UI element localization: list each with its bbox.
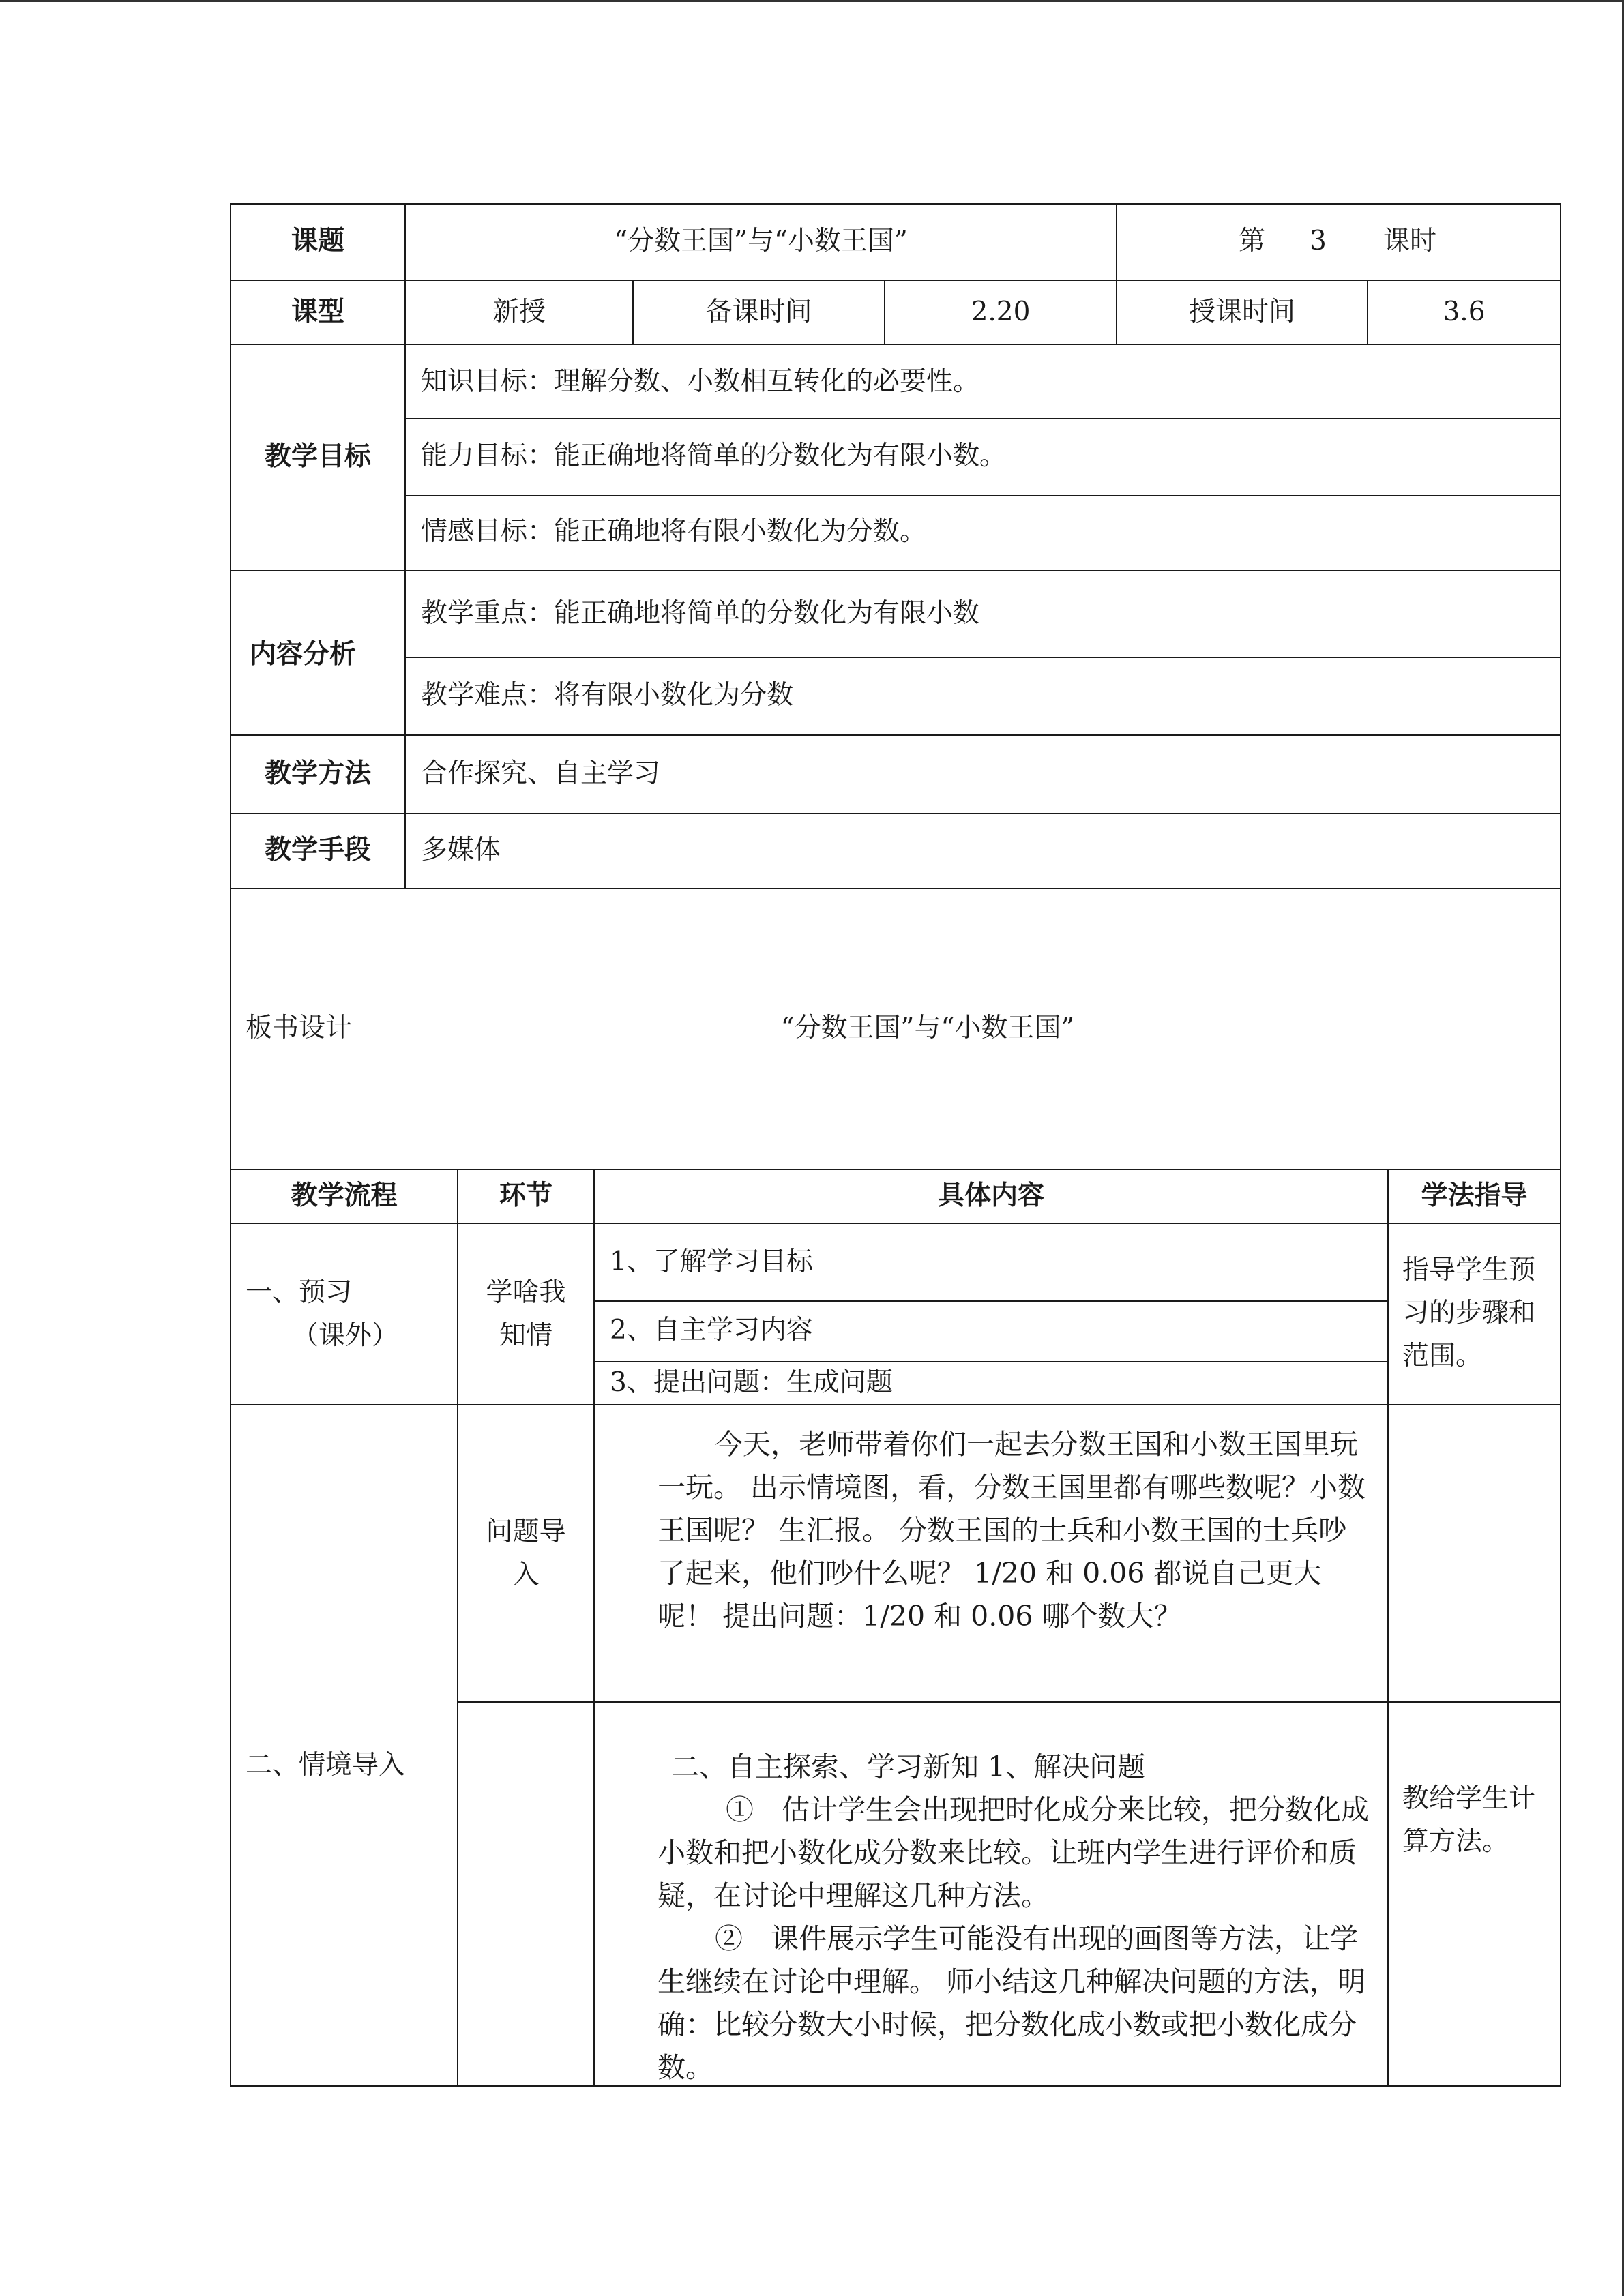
rule bbox=[230, 570, 1561, 571]
teach-time-value: 3.6 bbox=[1443, 297, 1486, 327]
prep-time-value: 2.20 bbox=[971, 297, 1031, 327]
session-suffix: 课时 bbox=[1383, 226, 1437, 256]
flow-header-guide: 学法指导 bbox=[1421, 1180, 1528, 1211]
preview-stage-line2: （课外） bbox=[292, 1320, 399, 1351]
situation-intro-text: 今天，老师带着你们一起去分数王国和小数王国里玩一玩。 出示情境图，看，分数王国里都有哪些数呢？小数王国呢？ 生汇报。 分数王国的士兵和小数王国的士兵吵了起来，他们吵什么呢？ 1/20 和 0.06 都说自己更大呢！ 提出问题：1/20 和 0.06 哪个数大？ bbox=[658, 1428, 1366, 1632]
flow-header-content: 具体内容 bbox=[937, 1180, 1044, 1211]
key-point: 教学重点：能正确地将简单的分数化为有限小数 bbox=[421, 598, 980, 629]
preview-link-line2: 知情 bbox=[499, 1320, 552, 1351]
rule bbox=[230, 813, 1561, 814]
rule bbox=[404, 495, 1561, 496]
explore-title: 二、自主探索、学习新知 1、解决问题 bbox=[671, 1750, 1146, 1783]
situation-stage: 二、情境导入 bbox=[246, 1750, 406, 1780]
preview-content-2: 2、自主学习内容 bbox=[610, 1315, 813, 1345]
rule bbox=[404, 657, 1561, 658]
rule bbox=[404, 418, 1561, 419]
rule bbox=[593, 1361, 1387, 1362]
rule bbox=[230, 734, 1561, 736]
preview-guide-line1: 指导学生预 bbox=[1402, 1255, 1536, 1285]
type-label: 课型 bbox=[291, 297, 344, 327]
goal-knowledge: 知识目标：理解分数、小数相互转化的必要性。 bbox=[421, 366, 980, 397]
rule-v bbox=[593, 1169, 595, 2087]
rule bbox=[230, 1404, 1561, 1405]
goals-label: 教学目标 bbox=[264, 441, 371, 472]
rule bbox=[230, 1223, 1561, 1224]
prep-time-label: 备课时间 bbox=[705, 297, 812, 327]
goal-emotion: 情感目标：能正确地将有限小数化为分数。 bbox=[421, 516, 927, 547]
teach-time-label: 授课时间 bbox=[1188, 297, 1295, 327]
explore-item-1: ① 估计学生会出现把时化成分来比较，把分数化成小数和把小数化成分数来比较。让班内学生进行评价和质疑，在讨论中理解这几种方法。 bbox=[658, 1793, 1369, 1912]
rule-top bbox=[230, 203, 1561, 205]
board-title: “分数王国”与“小数王国” bbox=[780, 1013, 1075, 1043]
rule bbox=[230, 280, 1561, 281]
rule bbox=[230, 344, 1561, 345]
situation-link-line1: 问题导 bbox=[486, 1517, 566, 1547]
session-number: 3 bbox=[1310, 226, 1327, 256]
situation-guide-line2: 算方法。 bbox=[1402, 1826, 1509, 1857]
difficulty: 教学难点：将有限小数化为分数 bbox=[421, 680, 794, 711]
method-label: 教学方法 bbox=[264, 758, 371, 789]
table-border-left bbox=[230, 203, 231, 2087]
situation-link-line2: 入 bbox=[512, 1560, 540, 1590]
rule bbox=[593, 1300, 1387, 1302]
rule bbox=[230, 888, 1561, 889]
explore-item-2: ② 课件展示学生可能没有出现的画图等方法，让学生继续在讨论中理解。 师小结这几种解决问题的方法，明确：比较分数大小时候，把分数化成小数或把小数化成分数。 bbox=[658, 1922, 1366, 2084]
situation-intro bbox=[658, 1423, 1374, 1638]
topic-label: 课题 bbox=[291, 226, 344, 256]
topic-value: “分数王国”与“小数王国” bbox=[614, 226, 908, 256]
rule bbox=[230, 1169, 1561, 1170]
situation-explore bbox=[658, 1746, 1374, 2089]
rule-v bbox=[1387, 1169, 1389, 2087]
preview-link-line1: 学啥我 bbox=[486, 1277, 566, 1308]
analysis-label: 内容分析 bbox=[249, 639, 356, 670]
preview-guide-line3: 范围。 bbox=[1402, 1341, 1483, 1371]
rule bbox=[457, 1701, 1561, 1703]
flow-header-stage: 教学流程 bbox=[291, 1180, 398, 1211]
preview-guide-line2: 习的步骤和 bbox=[1402, 1298, 1536, 1328]
flow-header-link: 环节 bbox=[499, 1180, 552, 1211]
goal-ability: 能力目标：能正确地将简单的分数化为有限小数。 bbox=[421, 441, 1007, 471]
type-value: 新授 bbox=[492, 297, 546, 327]
session-prefix: 第 bbox=[1239, 226, 1266, 256]
means-value: 多媒体 bbox=[421, 835, 501, 865]
means-label: 教学手段 bbox=[264, 835, 371, 865]
preview-content-1: 1、了解学习目标 bbox=[610, 1247, 813, 1277]
situation-guide-line1: 教给学生计 bbox=[1402, 1783, 1536, 1814]
preview-stage-line1: 一、预习 bbox=[246, 1277, 353, 1308]
method-value: 合作探究、自主学习 bbox=[421, 758, 661, 789]
board-label: 板书设计 bbox=[246, 1013, 353, 1043]
table-border-right bbox=[1560, 203, 1561, 2087]
preview-content-3: 3、提出问题：生成问题 bbox=[610, 1367, 893, 1398]
